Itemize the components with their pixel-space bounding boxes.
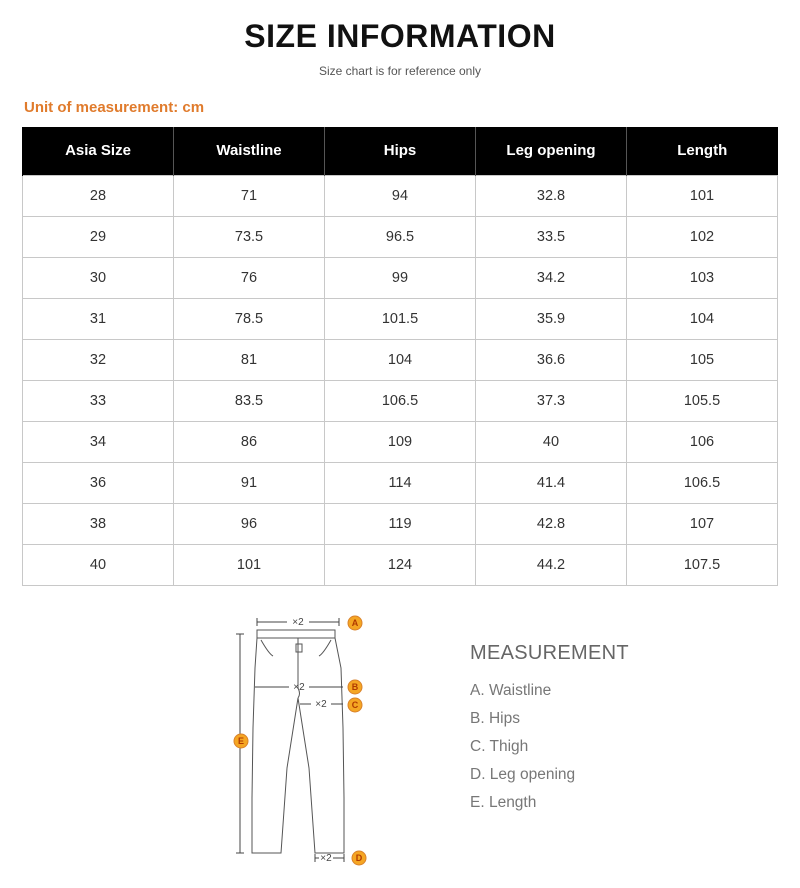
column-header: Length — [627, 127, 778, 175]
column-header: Asia Size — [23, 127, 174, 175]
column-header: Waistline — [174, 127, 325, 175]
table-row — [23, 339, 778, 380]
table-cell: 36.6 — [476, 339, 627, 380]
table-cell: 34.2 — [476, 257, 627, 298]
table-cell: 83.5 — [174, 380, 325, 421]
measurement-title: MEASUREMENT — [470, 642, 629, 664]
table-cell: 104 — [325, 339, 476, 380]
table-cell: 78.5 — [174, 298, 325, 339]
marker-c-label: C — [351, 700, 359, 710]
table-cell: 106.5 — [325, 380, 476, 421]
table-cell: 31 — [23, 298, 174, 339]
table-row — [23, 544, 778, 585]
marker-b-label: B — [351, 682, 359, 692]
marker-e-label: E — [237, 736, 245, 746]
multiplier-label: ×2 — [320, 853, 332, 864]
column-header: Leg opening — [476, 127, 627, 175]
column-header: Hips — [325, 127, 476, 175]
measurement-item: E. Length — [470, 794, 537, 811]
size-table — [22, 127, 778, 586]
table-cell: 32 — [23, 339, 174, 380]
table-cell: 106 — [627, 421, 778, 462]
table-cell: 40 — [476, 421, 627, 462]
table-cell: 124 — [325, 544, 476, 585]
table-cell: 34 — [23, 421, 174, 462]
table-cell: 99 — [325, 257, 476, 298]
table-cell: 107 — [627, 503, 778, 544]
table-row — [23, 380, 778, 421]
table-cell: 104 — [627, 298, 778, 339]
page-title: SIZE INFORMATION — [244, 18, 556, 54]
table-cell: 73.5 — [174, 216, 325, 257]
table-row — [23, 216, 778, 257]
table-cell: 36 — [23, 462, 174, 503]
table-cell: 44.2 — [476, 544, 627, 585]
multiplier-label: ×2 — [292, 617, 304, 628]
table-cell: 109 — [325, 421, 476, 462]
table-row — [23, 421, 778, 462]
marker-a-label: A — [351, 618, 359, 628]
table-cell: 40 — [23, 544, 174, 585]
page-subtitle: Size chart is for reference only — [318, 64, 482, 78]
measurement-item: A. Waistline — [470, 682, 552, 699]
table-cell: 102 — [627, 216, 778, 257]
table-row — [23, 298, 778, 339]
table-cell: 33 — [23, 380, 174, 421]
table-row — [23, 257, 778, 298]
table-cell: 42.8 — [476, 503, 627, 544]
multiplier-label: ×2 — [315, 699, 327, 710]
table-cell: 103 — [627, 257, 778, 298]
table-cell: 96 — [174, 503, 325, 544]
table-cell: 37.3 — [476, 380, 627, 421]
table-cell: 101 — [627, 175, 778, 216]
table-body — [23, 175, 778, 585]
multiplier-label: ×2 — [293, 682, 305, 693]
table-cell: 91 — [174, 462, 325, 503]
measurement-item: B. Hips — [470, 710, 520, 727]
measurement-item: C. Thigh — [470, 738, 529, 755]
pants-diagram — [225, 608, 375, 878]
table-cell: 33.5 — [476, 216, 627, 257]
table-row — [23, 462, 778, 503]
table-cell: 30 — [23, 257, 174, 298]
table-cell: 105.5 — [627, 380, 778, 421]
table-cell: 101.5 — [325, 298, 476, 339]
table-row — [23, 175, 778, 216]
table-cell: 114 — [325, 462, 476, 503]
table-cell: 107.5 — [627, 544, 778, 585]
table-row — [23, 503, 778, 544]
table-cell: 28 — [23, 175, 174, 216]
table-cell: 119 — [325, 503, 476, 544]
unit-label: Unit of measurement: cm — [24, 99, 205, 116]
measurement-item: D. Leg opening — [470, 766, 576, 783]
table-cell: 41.4 — [476, 462, 627, 503]
table-cell: 106.5 — [627, 462, 778, 503]
table-cell: 32.8 — [476, 175, 627, 216]
table-cell: 96.5 — [325, 216, 476, 257]
table-cell: 38 — [23, 503, 174, 544]
table-cell: 81 — [174, 339, 325, 380]
table-cell: 29 — [23, 216, 174, 257]
table-cell: 76 — [174, 257, 325, 298]
table-cell: 86 — [174, 421, 325, 462]
table-cell: 94 — [325, 175, 476, 216]
table-header-row — [23, 127, 778, 175]
table-cell: 71 — [174, 175, 325, 216]
table-cell: 105 — [627, 339, 778, 380]
table-cell: 101 — [174, 544, 325, 585]
marker-d-label: D — [355, 853, 363, 863]
measurement-legend — [470, 642, 629, 821]
table-cell: 35.9 — [476, 298, 627, 339]
